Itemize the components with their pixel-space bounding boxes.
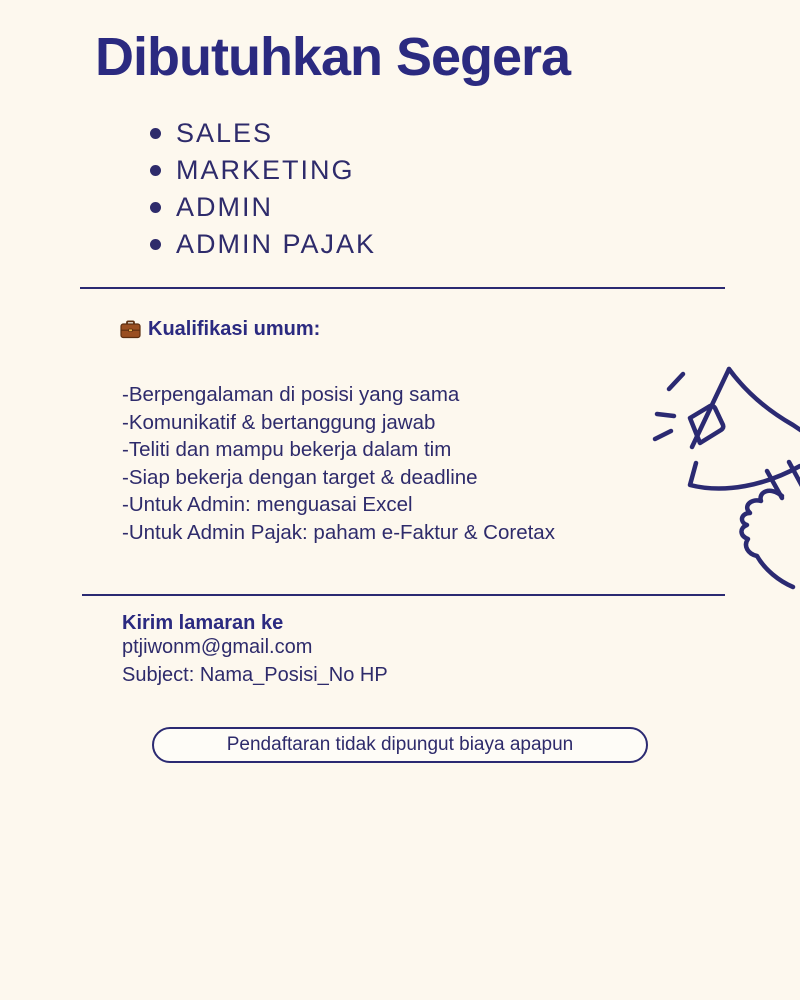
bullet-icon [150, 165, 161, 176]
contact-heading: Kirim lamaran ke [122, 612, 284, 634]
divider [82, 594, 725, 596]
qualification-item: -Untuk Admin: menguasai Excel [122, 493, 413, 516]
position-label: ADMIN PAJAK [176, 229, 377, 259]
bullet-icon [150, 128, 161, 139]
qualifications-list [122, 381, 555, 546]
contact-email: ptjiwonm@gmail.com [122, 636, 313, 658]
free-registration-badge [152, 727, 648, 763]
position-label: ADMIN [176, 192, 273, 222]
qualification-item: -Komunikatif & bertanggung jawab [122, 410, 436, 434]
qualifications-heading-label: Kualifikasi umum: [148, 318, 321, 340]
bullet-icon [150, 202, 161, 213]
qualification-item: -Siap bekerja dengan target & deadline [122, 465, 478, 489]
list-item [150, 229, 376, 266]
qualification-item: -Berpengalaman di posisi yang sama [122, 383, 460, 406]
qualification-item: -Teliti dan mampu bekerja dalam tim [122, 438, 452, 461]
contact-subject-line: Subject: Nama_Posisi_No HP [122, 664, 388, 686]
list-item [150, 192, 376, 229]
page-title: Dibutuhkan Segera [95, 27, 571, 87]
list-item [150, 118, 376, 155]
divider [80, 287, 725, 289]
position-label: MARKETING [176, 155, 355, 185]
free-registration-label: Pendaftaran tidak dipungut biaya apapun [226, 734, 574, 755]
positions-list [150, 118, 376, 266]
position-label: SALES [176, 118, 274, 148]
list-item [150, 155, 376, 192]
briefcase-icon [120, 320, 141, 339]
qualification-item: -Untuk Admin Pajak: paham e-Faktur & Coretax [122, 520, 555, 544]
megaphone-icon [630, 355, 800, 600]
qualifications-heading [120, 318, 320, 341]
bullet-icon [150, 239, 161, 250]
